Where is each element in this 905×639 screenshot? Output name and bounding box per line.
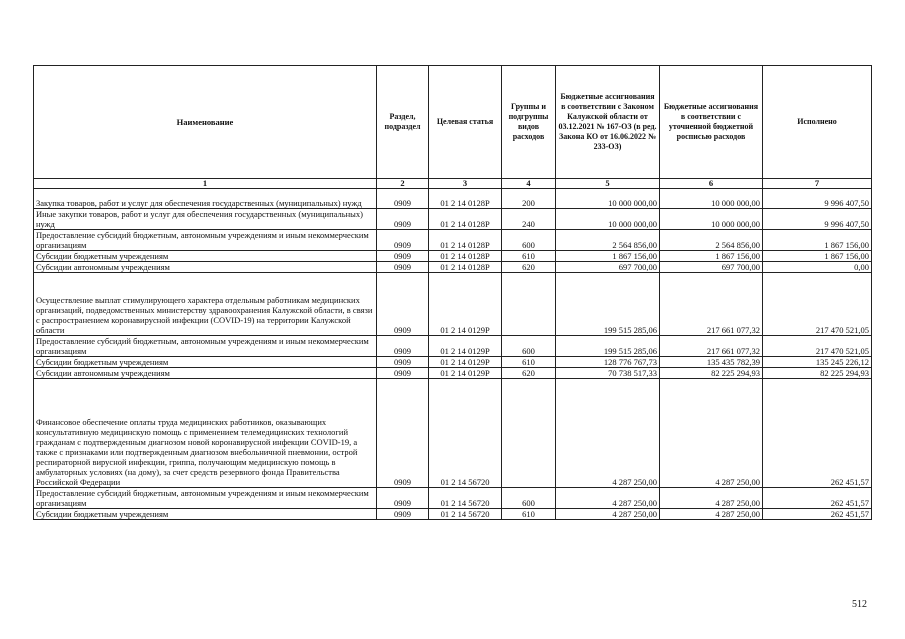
row-executed-amount: 1 867 156,00 — [763, 251, 872, 262]
row-refined-amount: 2 564 856,00 — [660, 230, 763, 251]
row-law-amount: 4 287 250,00 — [556, 488, 660, 509]
row-target: 01 2 14 0128Р — [429, 262, 502, 273]
header-name: Наименование — [34, 66, 377, 179]
row-refined-amount: 10 000 000,00 — [660, 209, 763, 230]
row-law-amount: 697 700,00 — [556, 262, 660, 273]
row-executed-amount: 262 451,57 — [763, 509, 872, 520]
row-law-amount: 10 000 000,00 — [556, 209, 660, 230]
row-section: 0909 — [377, 336, 429, 357]
row-target: 01 2 14 0129Р — [429, 336, 502, 357]
row-group: 620 — [502, 262, 556, 273]
row-law-amount: 199 515 285,06 — [556, 336, 660, 357]
table-row — [34, 357, 872, 368]
row-name: Субсидии автономным учреждениям — [34, 368, 377, 379]
row-group: 610 — [502, 251, 556, 262]
table-row — [34, 336, 872, 357]
row-name: Субсидии автономным учреждениям — [34, 262, 377, 273]
row-name: Иные закупки товаров, работ и услуг для обеспечения государственных (муниципальных) нужд — [34, 209, 377, 230]
row-target: 01 2 14 56720 — [429, 488, 502, 509]
header-groups: Группы и подгруппы видов расходов — [502, 66, 556, 179]
table-row — [34, 273, 872, 336]
row-refined-amount: 82 225 294,93 — [660, 368, 763, 379]
budget-execution-table — [33, 65, 872, 520]
page-number: 512 — [852, 599, 867, 610]
row-section: 0909 — [377, 368, 429, 379]
row-law-amount: 1 867 156,00 — [556, 251, 660, 262]
row-law-amount: 199 515 285,06 — [556, 273, 660, 336]
row-law-amount: 4 287 250,00 — [556, 509, 660, 520]
row-executed-amount: 262 451,57 — [763, 379, 872, 488]
row-target: 01 2 14 56720 — [429, 509, 502, 520]
row-refined-amount: 217 661 077,32 — [660, 336, 763, 357]
header-refined: Бюджетные ассигнования в соответствии с уточненной бюджетной росписью расходов — [660, 66, 763, 179]
row-refined-amount: 4 287 250,00 — [660, 379, 763, 488]
table-row — [34, 379, 872, 488]
column-number: 5 — [556, 179, 660, 189]
row-target: 01 2 14 0129Р — [429, 368, 502, 379]
row-section: 0909 — [377, 230, 429, 251]
row-target: 01 2 14 0128Р — [429, 251, 502, 262]
row-target: 01 2 14 0128Р — [429, 230, 502, 251]
row-group: 200 — [502, 189, 556, 209]
header-law: Бюджетные ассигнования в соответствии с Законом Калужской области от 03.12.2021 № 167-ОЗ (в ред. Закона КО от 16.06.2022 № 233-ОЗ) — [556, 66, 660, 179]
column-number: 1 — [34, 179, 377, 189]
column-number: 4 — [502, 179, 556, 189]
table-row — [34, 189, 872, 209]
row-group: 610 — [502, 509, 556, 520]
row-group — [502, 379, 556, 488]
row-law-amount: 2 564 856,00 — [556, 230, 660, 251]
row-executed-amount: 0,00 — [763, 262, 872, 273]
row-group: 610 — [502, 357, 556, 368]
row-name: Субсидии бюджетным учреждениям — [34, 251, 377, 262]
row-group: 240 — [502, 209, 556, 230]
row-law-amount: 10 000 000,00 — [556, 189, 660, 209]
row-name: Финансовое обеспечение оплаты труда медицинских работников, оказывающих консультативную медицинскую помощь с применением телемедицинских технологий гражданам с подтвержденным диагнозом новой коронавирусной инфекции COVID-19, а также с признаками или подтвержденным диагнозом внебольничной пневмонии, острой респираторной вирусной инфекции, гриппа, получающим медицинскую помощь в амбулаторных условиях (на дому), за счет средств резервного фонда Правительства Российской Федерации — [34, 379, 377, 488]
row-section: 0909 — [377, 251, 429, 262]
row-name: Осуществление выплат стимулирующего характера отдельным работникам медицинских организаций, подведомственных министерству здравоохранения Калужской области, в связи с распространением коронавирусной инфекции (COVID-19) на территории Калужской области — [34, 273, 377, 336]
row-section: 0909 — [377, 357, 429, 368]
row-section: 0909 — [377, 209, 429, 230]
row-refined-amount: 4 287 250,00 — [660, 488, 763, 509]
row-group — [502, 273, 556, 336]
table-row — [34, 251, 872, 262]
row-law-amount: 70 738 517,33 — [556, 368, 660, 379]
row-group: 600 — [502, 336, 556, 357]
row-refined-amount: 217 661 077,32 — [660, 273, 763, 336]
table-row — [34, 368, 872, 379]
row-section: 0909 — [377, 273, 429, 336]
budget-table-container — [33, 65, 871, 520]
row-executed-amount: 1 867 156,00 — [763, 230, 872, 251]
row-target: 01 2 14 0128Р — [429, 209, 502, 230]
row-executed-amount: 217 470 521,05 — [763, 336, 872, 357]
row-name: Субсидии бюджетным учреждениям — [34, 509, 377, 520]
row-group: 620 — [502, 368, 556, 379]
row-target: 01 2 14 0129Р — [429, 357, 502, 368]
row-section: 0909 — [377, 488, 429, 509]
row-name: Предоставление субсидий бюджетным, автономным учреждениям и иным некоммерческим организациям — [34, 336, 377, 357]
row-target: 01 2 14 56720 — [429, 379, 502, 488]
header-section: Раздел, подраздел — [377, 66, 429, 179]
row-refined-amount: 1 867 156,00 — [660, 251, 763, 262]
row-section: 0909 — [377, 509, 429, 520]
row-name: Субсидии бюджетным учреждениям — [34, 357, 377, 368]
row-group: 600 — [502, 230, 556, 251]
row-law-amount: 4 287 250,00 — [556, 379, 660, 488]
row-name: Предоставление субсидий бюджетным, автономным учреждениям и иным некоммерческим организациям — [34, 488, 377, 509]
row-refined-amount: 4 287 250,00 — [660, 509, 763, 520]
row-name: Предоставление субсидий бюджетным, автономным учреждениям и иным некоммерческим организациям — [34, 230, 377, 251]
row-law-amount: 128 776 767,73 — [556, 357, 660, 368]
table-row — [34, 488, 872, 509]
row-refined-amount: 10 000 000,00 — [660, 189, 763, 209]
row-section: 0909 — [377, 379, 429, 488]
table-row — [34, 262, 872, 273]
column-number: 2 — [377, 179, 429, 189]
column-number: 7 — [763, 179, 872, 189]
row-executed-amount: 9 996 407,50 — [763, 209, 872, 230]
header-target: Целевая статья — [429, 66, 502, 179]
column-number-row — [34, 179, 872, 189]
row-section: 0909 — [377, 189, 429, 209]
row-executed-amount: 9 996 407,50 — [763, 189, 872, 209]
row-executed-amount: 217 470 521,05 — [763, 273, 872, 336]
row-target: 01 2 14 0129Р — [429, 273, 502, 336]
table-row — [34, 209, 872, 230]
row-group: 600 — [502, 488, 556, 509]
row-executed-amount: 135 245 226,12 — [763, 357, 872, 368]
row-target: 01 2 14 0128Р — [429, 189, 502, 209]
row-executed-amount: 82 225 294,93 — [763, 368, 872, 379]
column-number: 3 — [429, 179, 502, 189]
row-executed-amount: 262 451,57 — [763, 488, 872, 509]
table-row — [34, 230, 872, 251]
row-refined-amount: 135 435 782,39 — [660, 357, 763, 368]
header-executed: Исполнено — [763, 66, 872, 179]
row-name: Закупка товаров, работ и услуг для обеспечения государственных (муниципальных) нужд — [34, 189, 377, 209]
table-row — [34, 509, 872, 520]
row-section: 0909 — [377, 262, 429, 273]
row-refined-amount: 697 700,00 — [660, 262, 763, 273]
column-number: 6 — [660, 179, 763, 189]
table-header-row — [34, 66, 872, 179]
